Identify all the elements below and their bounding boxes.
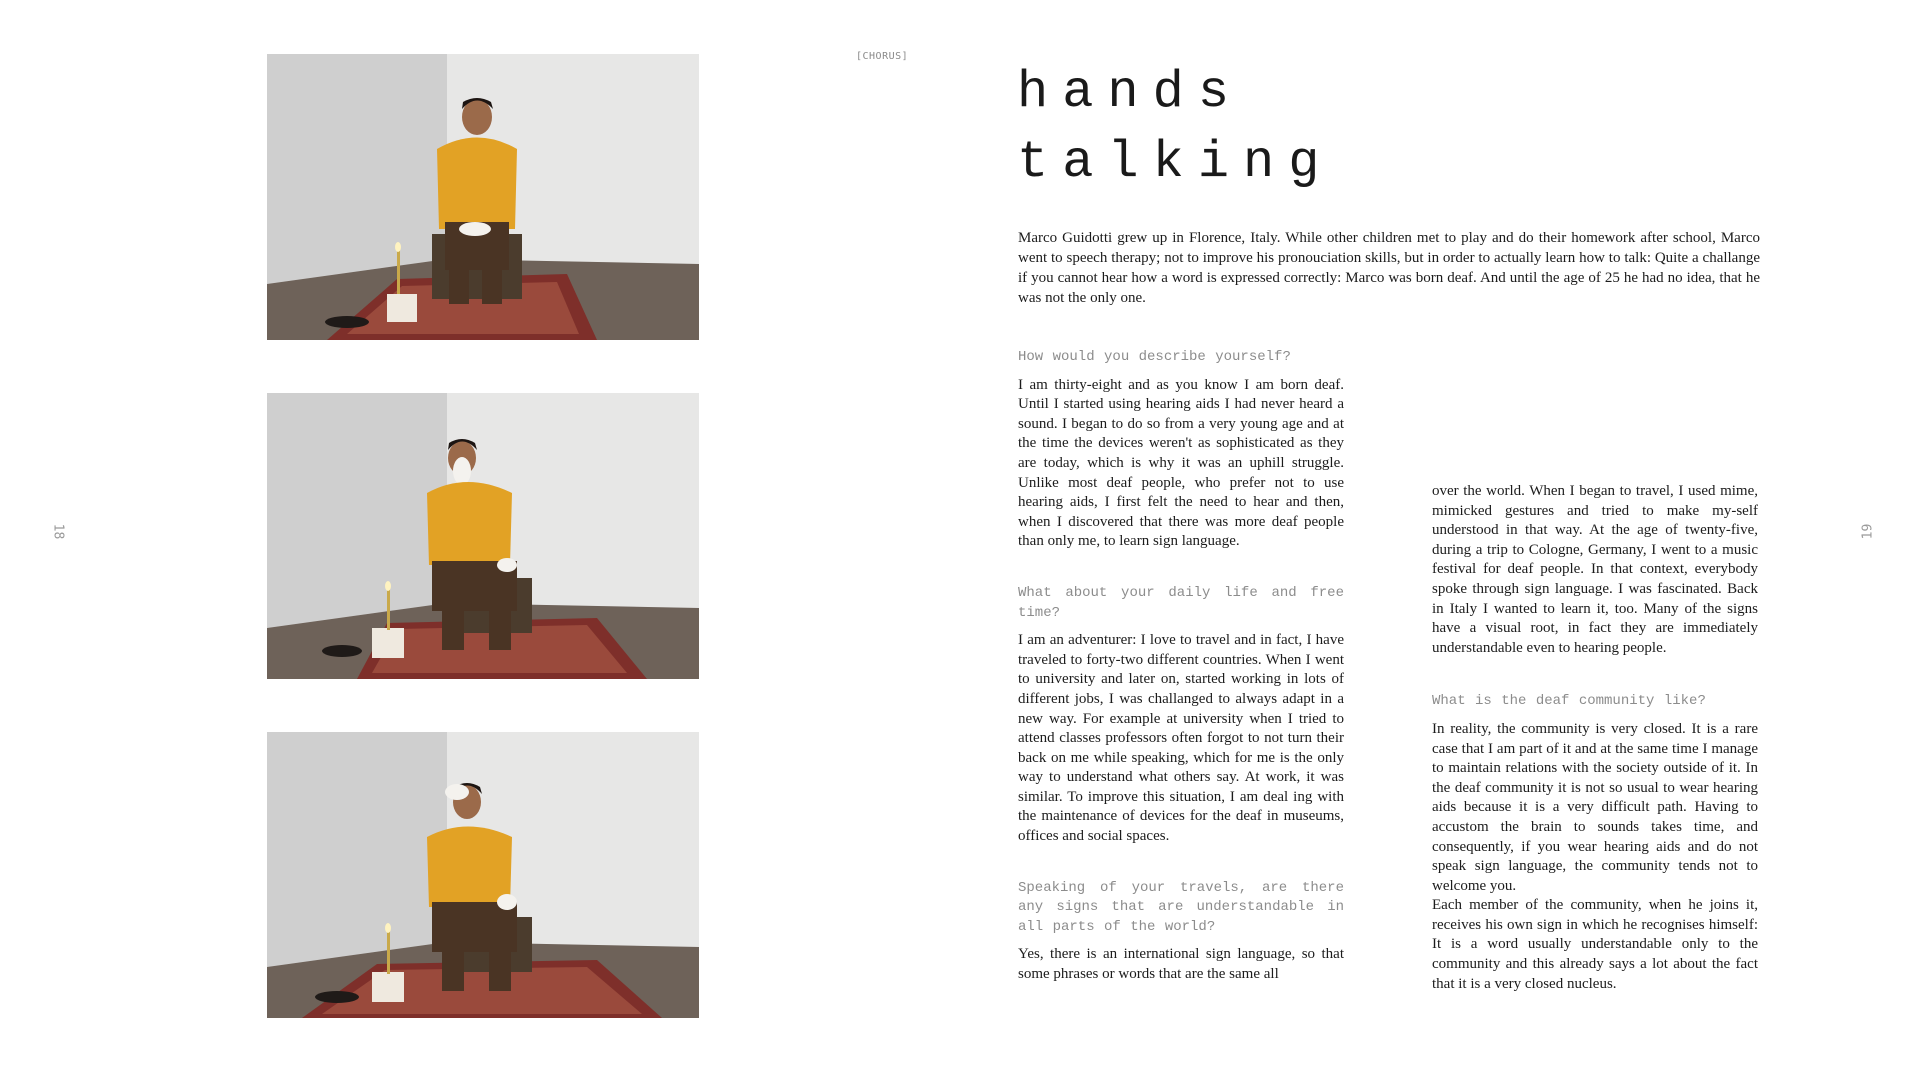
photo-portrait-seated [267,54,699,340]
question-travels-signs: Speaking of your travels, are there any signs that are understandable in all parts of the world? [1018,879,1344,935]
photo-3-image [267,732,699,1018]
intro-paragraph: Marco Guidotti grew up in Florence, Italy. While other children met to play and do their homework after school, Marco went to speech therapy; not to improve his pronouciation skills, but in order to actually learn how to talk: Quite a challange if you cannot hear how a word is expressed correctly: Marco was born deaf. And until the age of 25 he had no idea, that he was not the only one. [1018,230,1760,306]
question-describe-yourself: How would you describe yourself? [1018,349,1291,365]
article-title-line-1: hands [1017,63,1244,122]
article-title [1017,58,1333,198]
text-column-1 [1018,348,1344,985]
answer-travels-signs: Yes, there is an international sign language, so that some phrases or words that are the same all [1018,946,1344,983]
photo-2-image [267,393,699,679]
photo-portrait-hand-to-mouth [267,393,699,679]
text-column-2 [1432,482,1758,994]
answer-travels-signs-continued: over the world. When I began to travel, I used mime, mimicked gestures and tried to make my-self understood in that way. At the age of twenty-five, during a trip to Cologne, Germany, I went to a music festival for deaf people. In that context, everybody spoke through sign language. I was fascinated. Back in Italy I wanted to learn it, too. Many of the signs have a visual root, in fact they are immediately understandable even to hearing people. [1432,483,1758,656]
page-number-right: 19 [1860,523,1876,540]
question-daily-life: What about your daily life and free time? [1018,584,1344,621]
answer-deaf-community: In reality, the community is very closed. It is a rare case that I am part of it and at the same time I manage to maintain relations with the society outside of it. In the deaf community it is not so usual to wear hearing aids because it is a very difficult path. Having to accustom the brain to sounds takes time, and consequently, if you wear hearing aids and do not speak sign language, the community tends not to welcome you. [1432,720,1758,894]
answer-community-sign-name: Each member of the community, when he joins it, receives his own sign in which he recognises himself: It is a word usually understandable only to the community and this already says a lot about the fact that it is a very closed nucleus. [1432,897,1758,992]
article-title-line-2: talking [1017,133,1334,192]
answer-daily-life: I am an adventurer: I love to travel and in fact, I have traveled to forty-two different countries. When I went to university and later on, started working in lots of different jobs, I was challanged to always adapt in a new way. For example at university when I tried to attend classes professors often forgot to not turn their back on me while speaking, which for me is the only way to understand what others say. At work, it was similar. To improve this situation, I am deal ing with the maintenance of devices for the deaf in museums, offices and social spaces. [1018,632,1344,845]
photo-portrait-hand-to-forehead [267,732,699,1018]
section-tag: [CHORUS] [856,51,909,62]
photo-1-image [267,54,699,340]
answer-describe-yourself: I am thirty-eight and as you know I am born deaf. Until I started using hearing aids I had never heard a sound. I began to do so from a very young age and at the time the devices weren't as sophisticated as they are today, which is why it was an uphill struggle. Unlike most deaf people, who prefer not to use hearing aids, I first felt the need to hear and then, when I discovered that there was more deaf people than only me, to learn sign language. [1018,376,1344,550]
question-deaf-community: What is the deaf community like? [1432,693,1706,710]
page-number-left: 18 [50,523,66,540]
